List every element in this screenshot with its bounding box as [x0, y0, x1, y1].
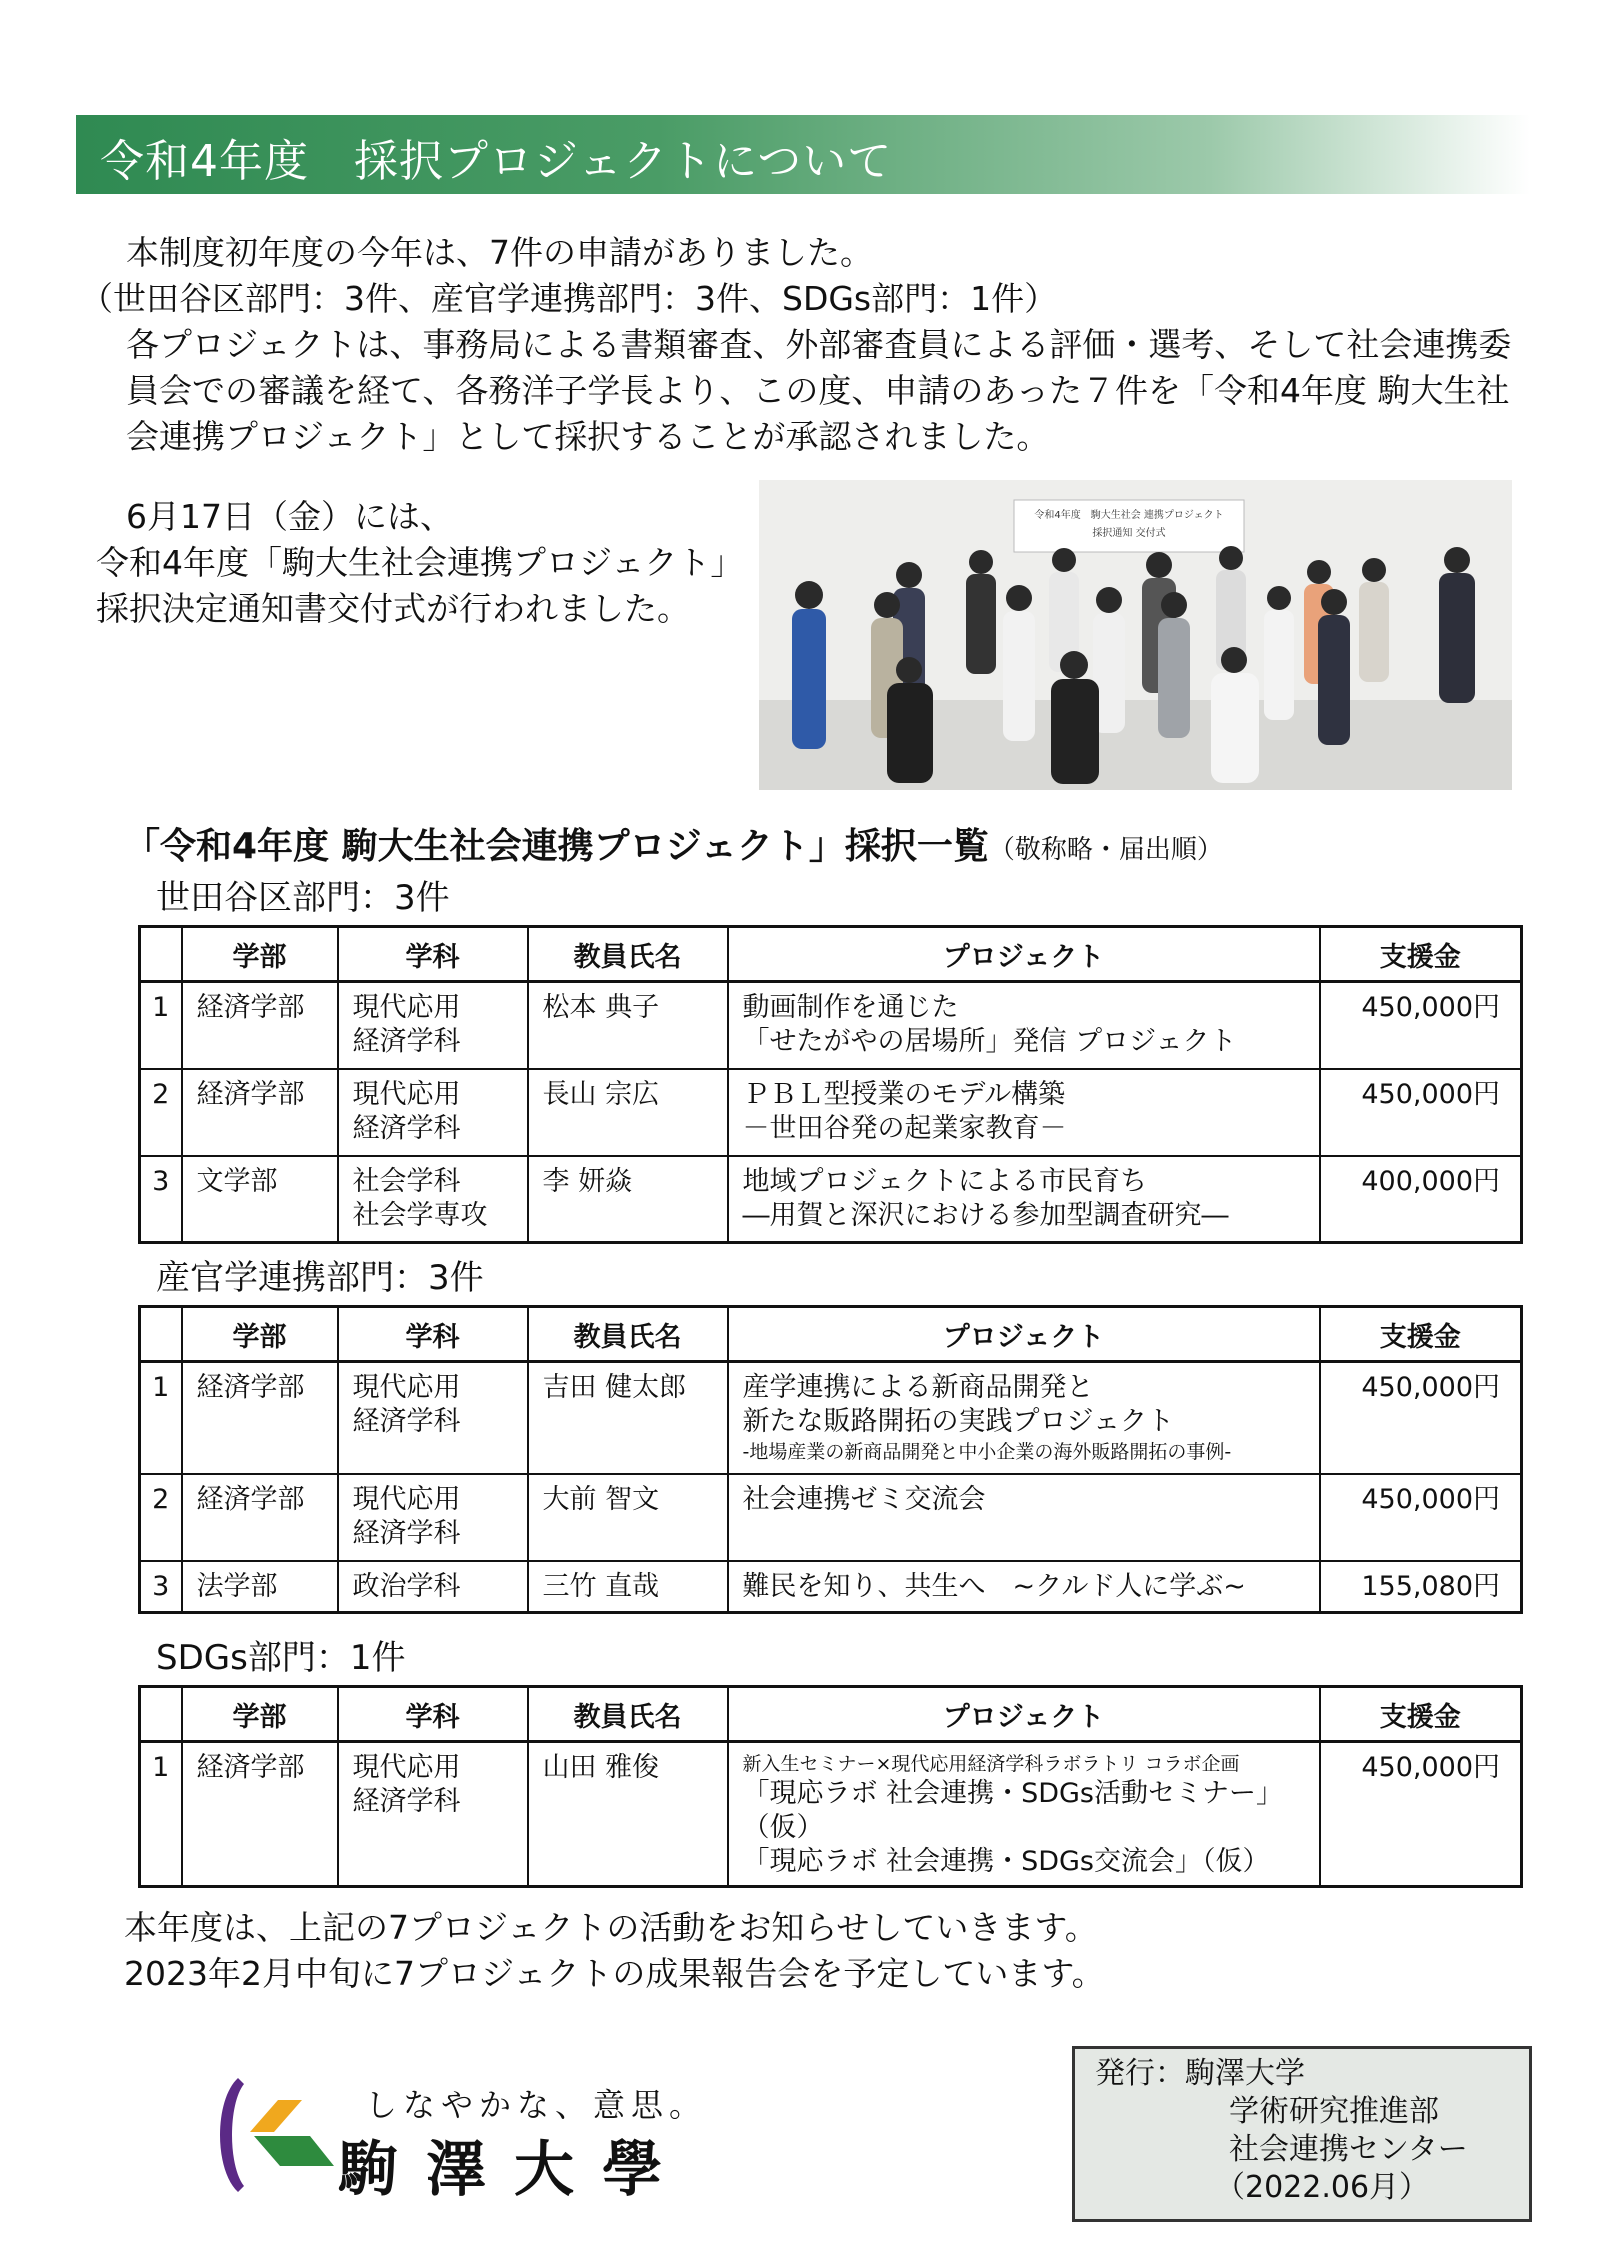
header-project: プロジェクト [728, 927, 1320, 982]
intro-line-1: 本制度初年度の今年は、7件の申請がありました。 [126, 233, 873, 272]
dept-line-2: 経済学科 [352, 1517, 461, 1549]
table-header-row [140, 927, 1522, 982]
row-amount: 450,000円 [1320, 1742, 1522, 1887]
row-department [338, 1474, 528, 1561]
row-department [338, 1156, 528, 1243]
logo-name: 駒澤大學 [338, 2135, 690, 2205]
row-faculty: 経済学部 [182, 1069, 338, 1156]
closing-line-2: 2023年2月中旬に7プロジェクトの成果報告会を予定しています。 [124, 1954, 1105, 1993]
row-amount: 450,000円 [1320, 1474, 1522, 1561]
section-title-sdgs: SDGs部門：1件 [156, 1638, 406, 1678]
project-line-2: 「せたがやの居場所」発信 プロジェクト [742, 1026, 1237, 1057]
row-teacher: 大前 智文 [528, 1474, 728, 1561]
row-department [338, 1069, 528, 1156]
table-header-row [140, 1687, 1522, 1742]
list-title-note: （敬称略・届出順） [988, 835, 1223, 865]
list-title [124, 818, 1223, 869]
header-no [140, 1307, 182, 1362]
project-line-0: 新入生セミナー×現代応用経済学科ラボラトリ コラボ企画 [742, 1753, 1240, 1775]
dept-line-1: 現代応用 [352, 992, 461, 1023]
project-table-setagaya [138, 925, 1523, 1244]
ceremony-photo [759, 480, 1512, 790]
row-amount: 450,000円 [1320, 982, 1522, 1069]
row-department: 政治学科 [338, 1561, 528, 1613]
header-no [140, 927, 182, 982]
publisher-line-3: 社会連携センター [1229, 2132, 1468, 2167]
row-faculty: 経済学部 [182, 1742, 338, 1887]
intro-line-2: （世田谷区部門：3件、産官学連携部門：3件、SDGs部門：1件） [80, 279, 1058, 318]
dept-line-1: 現代応用 [352, 1483, 461, 1515]
closing-line-1: 本年度は、上記の7プロジェクトの活動をお知らせしていきます。 [124, 1908, 1098, 1947]
dept-line-2: 社会学専攻 [352, 1199, 488, 1231]
row-no: 3 [140, 1561, 182, 1613]
project-table-sdgs [138, 1685, 1523, 1888]
row-no: 1 [140, 982, 182, 1069]
row-amount: 400,000円 [1320, 1156, 1522, 1243]
publisher-line-1: 発行：駒澤大学 [1095, 2056, 1305, 2091]
header-faculty: 学部 [182, 927, 338, 982]
publisher-box [1072, 2046, 1532, 2222]
table-row [140, 1362, 1522, 1474]
header-amount: 支援金 [1320, 1687, 1522, 1742]
table-row [140, 1474, 1522, 1561]
intro-text [80, 230, 1536, 460]
project-line-2: －世田谷発の起業家教育－ [742, 1112, 1067, 1144]
row-project: 社会連携ゼミ交流会 [728, 1474, 1320, 1561]
row-faculty: 経済学部 [182, 1474, 338, 1561]
event-line-2: 令和4年度「駒大生社会連携プロジェクト」 [96, 543, 744, 582]
section-title-industry: 産官学連携部門：3件 [156, 1258, 484, 1298]
intro-line-3: 各プロジェクトは、事務局による書類審査、外部審査員による評価・選考、そして社会連携委員会での審議を経て、各務洋子学長より、この度、申請のあった７件を「令和4年度 駒大生社会連携プロジェクト」として採択することが承認されました。 [126, 325, 1512, 456]
row-project [728, 1362, 1320, 1474]
row-project [728, 1742, 1320, 1887]
row-no: 1 [140, 1742, 182, 1887]
header-teacher: 教員氏名 [528, 1307, 728, 1362]
row-teacher: 山田 雅俊 [528, 1742, 728, 1887]
section-title-setagaya: 世田谷区部門：3件 [156, 878, 450, 918]
row-department [338, 1742, 528, 1887]
row-project [728, 1156, 1320, 1243]
dept-line-1: 現代応用 [352, 1078, 461, 1110]
header-project: プロジェクト [728, 1687, 1320, 1742]
row-teacher: 吉田 健太郎 [528, 1362, 728, 1474]
header-department: 学科 [338, 1687, 528, 1742]
dept-line-2: 経済学科 [352, 1786, 461, 1817]
table-row [140, 982, 1522, 1069]
header-no [140, 1687, 182, 1742]
project-line-1: 「現応ラボ 社会連携・SDGs活動セミナー」（仮） [742, 1778, 1284, 1843]
row-faculty: 法学部 [182, 1561, 338, 1613]
table-row [140, 1742, 1522, 1887]
project-line-1: 産学連携による新商品開発と [742, 1372, 1094, 1403]
project-line-1: 地域プロジェクトによる市民育ち [742, 1165, 1147, 1197]
row-project [728, 1069, 1320, 1156]
logo-slogan: しなやかな、意思。 [365, 2086, 708, 2124]
row-no: 2 [140, 1069, 182, 1156]
header-teacher: 教員氏名 [528, 1687, 728, 1742]
photo-sign-line-2: 採択通知 交付式 [1092, 528, 1166, 539]
table-row [140, 1561, 1522, 1613]
row-amount: 450,000円 [1320, 1362, 1522, 1474]
project-line-1: 動画制作を通じた [742, 992, 959, 1023]
dept-line-2: 経済学科 [352, 1406, 461, 1437]
row-faculty: 経済学部 [182, 982, 338, 1069]
project-line-2: ―用賀と深沢における参加型調査研究― [742, 1199, 1229, 1231]
logo-purple-arc [220, 2078, 244, 2192]
closing-text [124, 1905, 1105, 1997]
photo-sign-line-1: 令和4年度 駒大生社会 連携プロジェクト [1034, 510, 1224, 521]
dept-line-1: 現代応用 [352, 1752, 461, 1783]
dept-line-1: 現代応用 [352, 1372, 461, 1403]
header-project: プロジェクト [728, 1307, 1320, 1362]
row-teacher: 長山 宗広 [528, 1069, 728, 1156]
project-line-2: 「現応ラボ 社会連携・SDGs交流会」（仮） [742, 1846, 1270, 1877]
row-amount: 155,080円 [1320, 1561, 1522, 1613]
publisher-line-4: （2022.06月） [1215, 2170, 1430, 2205]
section-banner [76, 115, 1530, 194]
row-faculty: 経済学部 [182, 1362, 338, 1474]
event-line-3: 採択決定通知書交付式が行われました。 [96, 589, 690, 628]
dept-line-1: 社会学科 [352, 1165, 461, 1197]
event-text [96, 494, 744, 632]
dept-line-2: 経済学科 [352, 1112, 461, 1144]
table-row [140, 1069, 1522, 1156]
header-department: 学科 [338, 1307, 528, 1362]
project-line-3: -地場産業の新商品開発と中小企業の海外販路開拓の事例- [742, 1441, 1232, 1463]
event-line-1: 6月17日（金）には、 [126, 497, 453, 536]
header-department: 学科 [338, 927, 528, 982]
row-teacher: 松本 典子 [528, 982, 728, 1069]
row-project [728, 982, 1320, 1069]
logo-orange-shape [250, 2100, 302, 2132]
list-title-text: 「令和4年度 駒大生社会連携プロジェクト」採択一覧 [124, 826, 989, 867]
header-teacher: 教員氏名 [528, 927, 728, 982]
row-department [338, 982, 528, 1069]
dept-line-2: 経済学科 [352, 1026, 461, 1057]
publisher-line-2: 学術研究推進部 [1229, 2094, 1439, 2129]
row-department [338, 1362, 528, 1474]
project-line-1: ＰＢＬ型授業のモデル構築 [742, 1078, 1066, 1110]
row-no: 1 [140, 1362, 182, 1474]
logo-green-shape [254, 2136, 334, 2166]
table-row [140, 1156, 1522, 1243]
project-line-2: 新たな販路開拓の実践プロジェクト [742, 1406, 1174, 1437]
row-no: 2 [140, 1474, 182, 1561]
header-faculty: 学部 [182, 1307, 338, 1362]
row-project: 難民を知り、共生へ ~クルド人に学ぶ~ [728, 1561, 1320, 1613]
row-faculty: 文学部 [182, 1156, 338, 1243]
row-amount: 450,000円 [1320, 1069, 1522, 1156]
ceremony-photo-illustration [759, 480, 1512, 790]
header-amount: 支援金 [1320, 1307, 1522, 1362]
project-table-industry [138, 1305, 1523, 1614]
row-teacher: 李 妍焱 [528, 1156, 728, 1243]
table-header-row [140, 1307, 1522, 1362]
row-teacher: 三竹 直哉 [528, 1561, 728, 1613]
header-amount: 支援金 [1320, 927, 1522, 982]
banner-title: 令和4年度 採択プロジェクトについて [100, 136, 893, 187]
header-faculty: 学部 [182, 1687, 338, 1742]
row-no: 3 [140, 1156, 182, 1243]
